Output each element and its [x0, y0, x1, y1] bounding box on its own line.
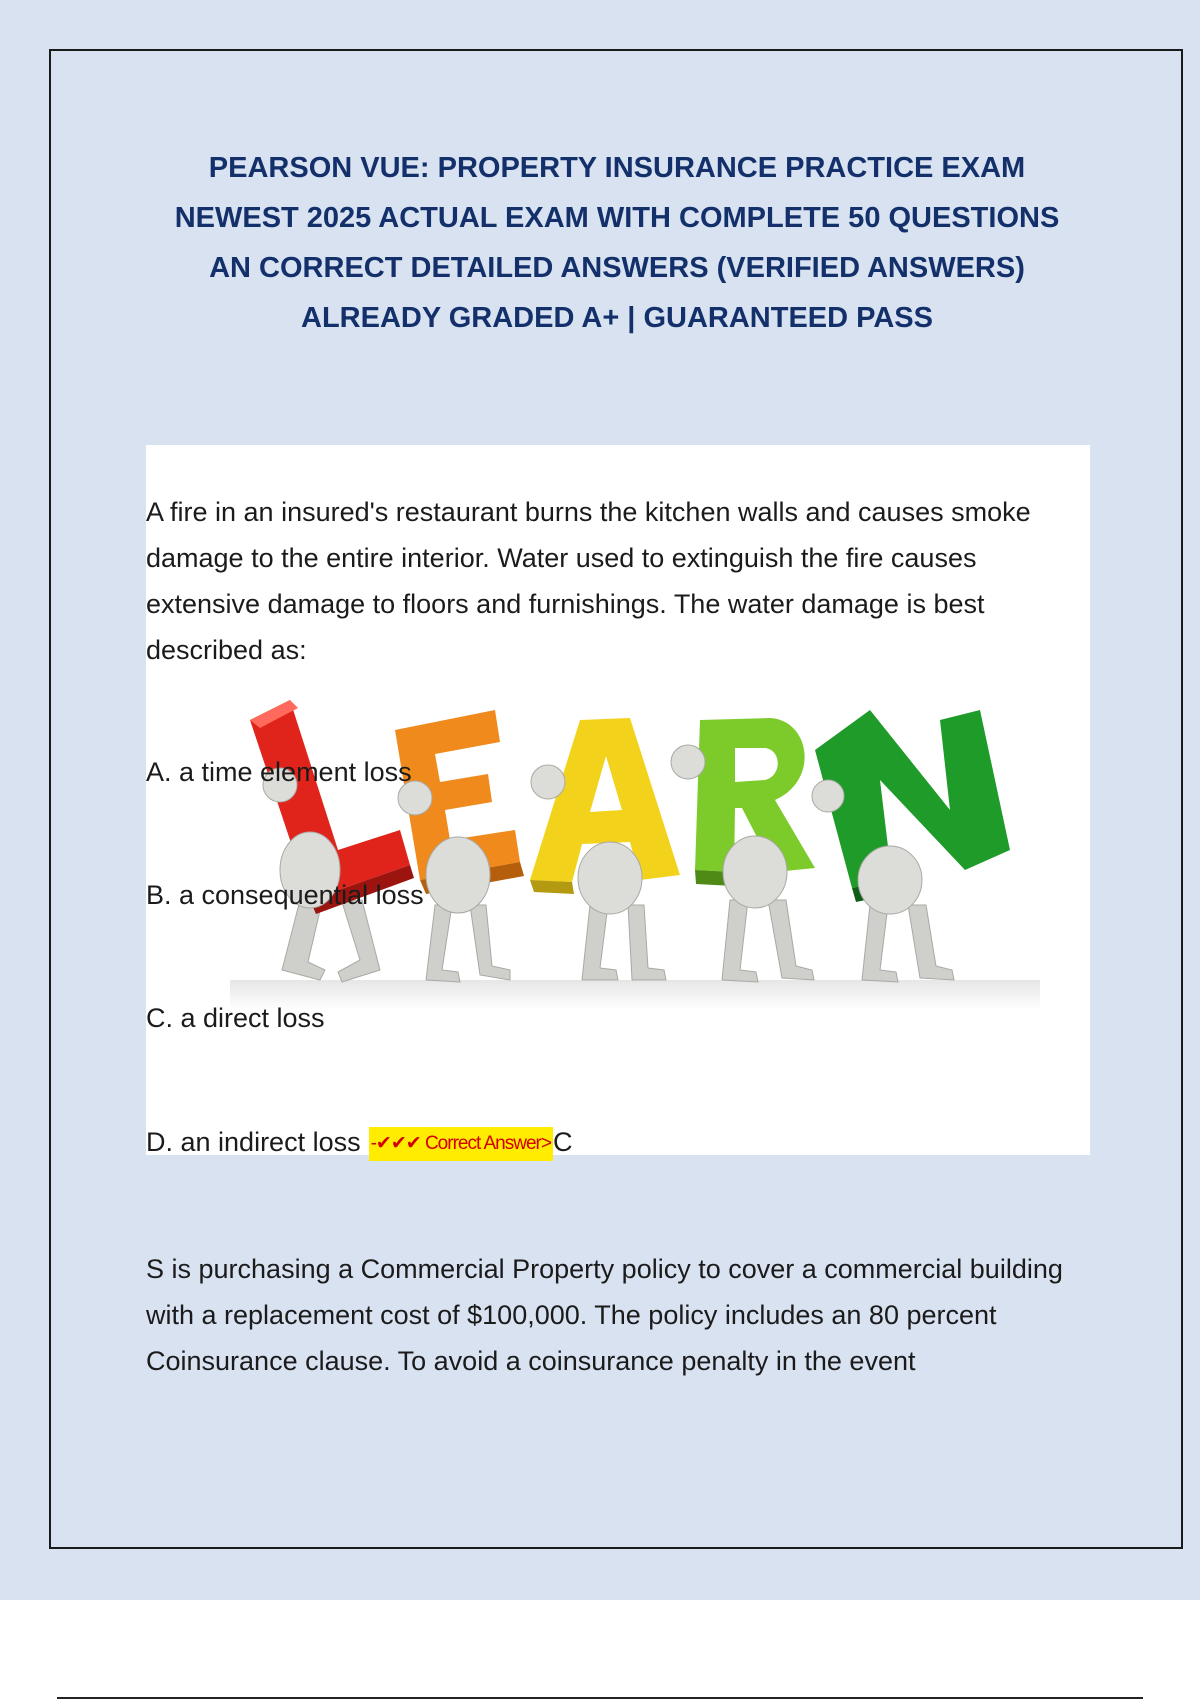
question-2-text: S is purchasing a Commercial Property policy to cover a commercial building with a replacement cost of $100,000. The policy includes an 80 percent Coinsurance clause. To avoid a coinsurance penalty in the event [146, 1254, 1063, 1376]
learn-illustration [230, 690, 1040, 1010]
option-d: D. an indirect loss [146, 1127, 361, 1157]
correct-answer-value: C [552, 1127, 573, 1157]
document-title [0, 143, 1200, 343]
option-c: C. a direct loss [146, 1003, 325, 1033]
option-a: A. a time element loss [146, 757, 412, 787]
title-line-1: PEARSON VUE: PROPERTY INSURANCE PRACTICE EXAM [208, 152, 1026, 184]
title-line-2: NEWEST 2025 ACTUAL EXAM WITH COMPLETE 50 QUESTIONS [174, 202, 1060, 234]
title-line-3: AN CORRECT DETAILED ANSWERS (VERIFIED ANSWERS) [209, 252, 1025, 284]
option-b: B. a consequential loss [146, 880, 424, 910]
option-d-row [146, 1122, 572, 1162]
floor-reflection [230, 980, 1040, 1010]
question-1-text: A fire in an insured's restaurant burns the kitchen walls and causes smoke damage to the entire interior. Water used to extinguish the fire causes extensive damage to floors and furnishings. The water damage is best described as: [146, 497, 1031, 665]
title-line-4: ALREADY GRADED A+ | GUARANTEED PASS [301, 302, 933, 334]
correct-answer-marker: -✔✔✔ Correct Answer> [369, 1127, 553, 1161]
footer-divider [57, 1697, 1143, 1699]
